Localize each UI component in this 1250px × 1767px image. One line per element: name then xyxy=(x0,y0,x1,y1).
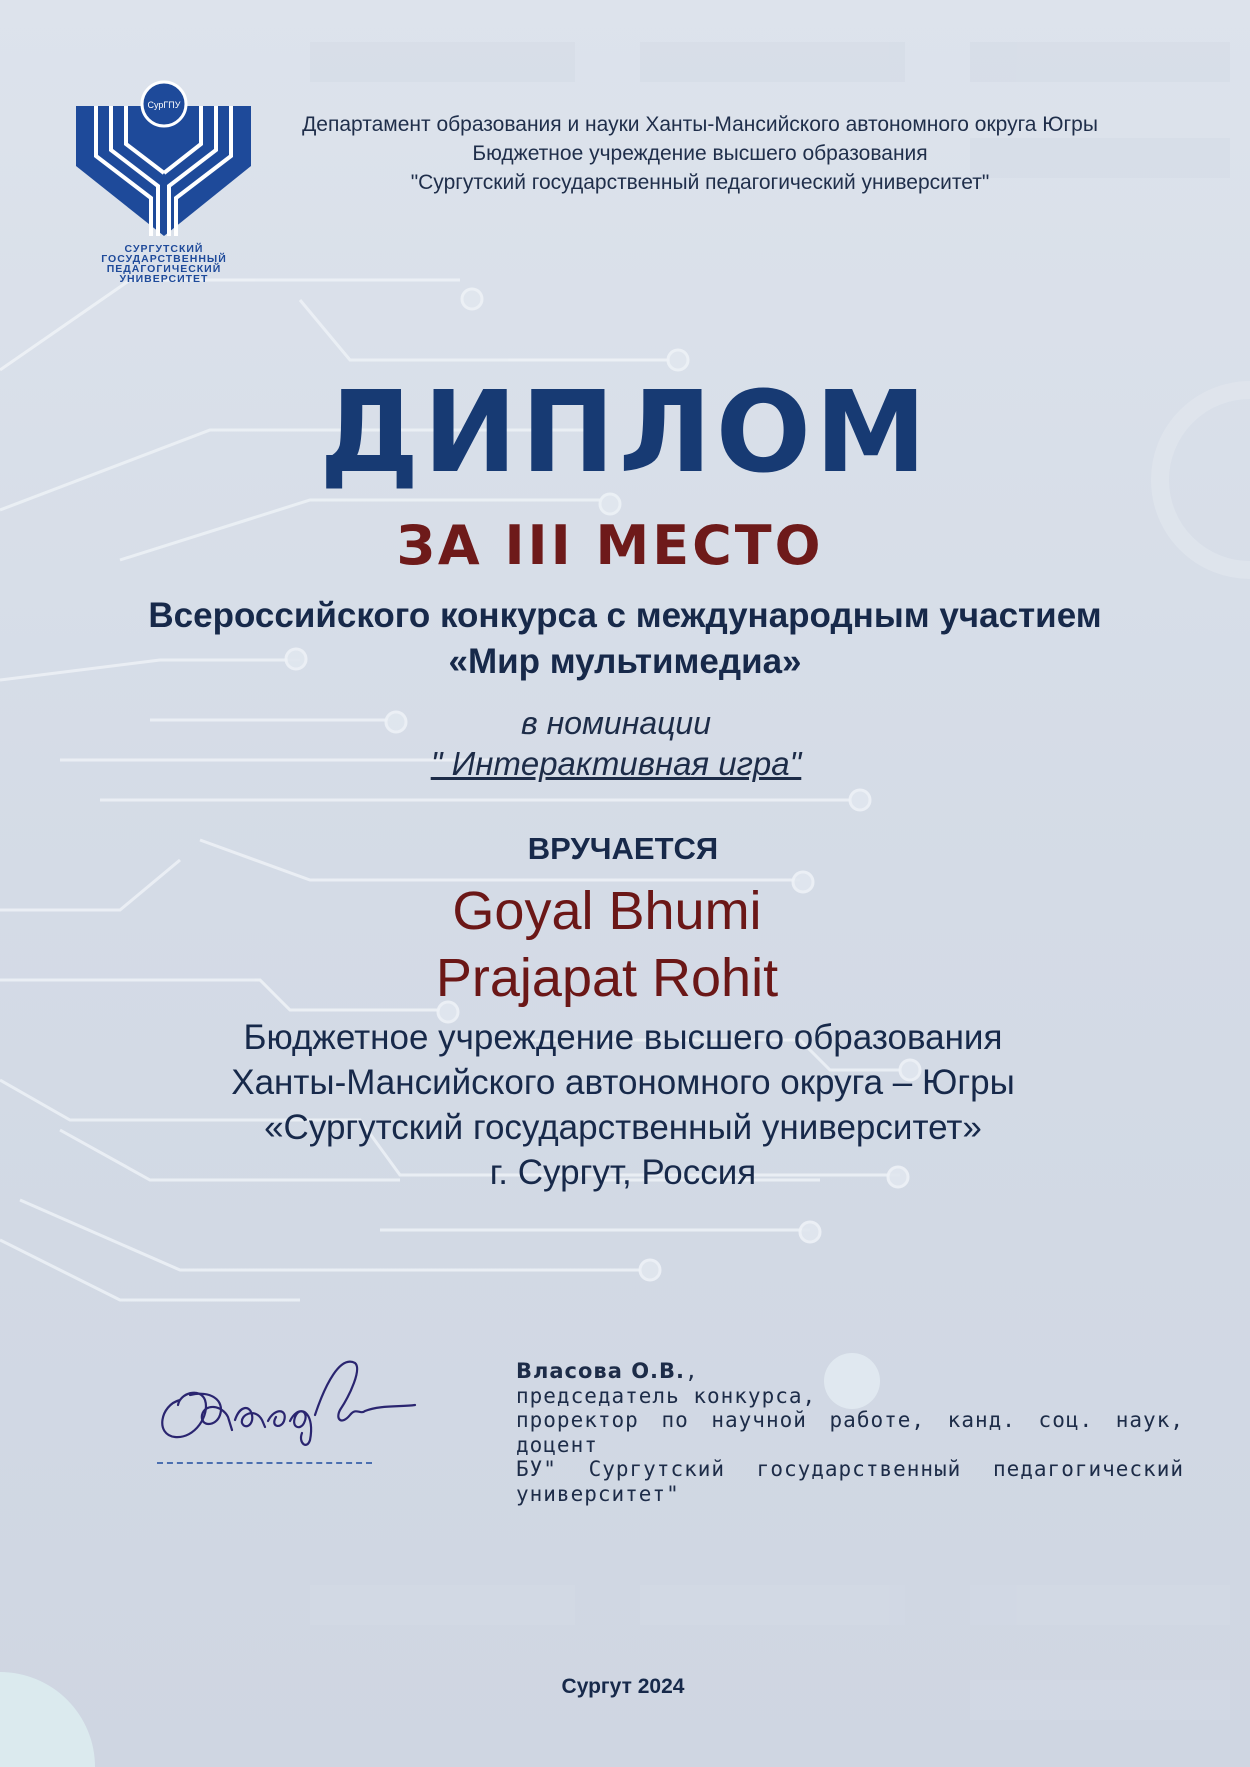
signer-comma: , xyxy=(685,1359,699,1383)
diploma-title: ДИПЛОМ xyxy=(319,368,931,498)
organization-line: Ханты-Мансийского автономного округа – Югры xyxy=(231,1063,1015,1102)
signer-block xyxy=(516,1359,1184,1506)
awarded-label: ВРУЧАЕТСЯ xyxy=(527,831,719,866)
place-label: ЗА III МЕСТО xyxy=(396,514,824,577)
logo-caption-line: ПЕДАГОГИЧЕСКИЙ xyxy=(106,263,222,275)
signature-image xyxy=(150,1345,430,1455)
logo-caption-line: СУРГУТСКИЙ xyxy=(124,243,204,255)
signer-details: проректор по научной работе, канд. соц. наук, доцент xyxy=(516,1408,1184,1457)
signer-organization: БУ" Сургутский государственный педагогический университет" xyxy=(516,1457,1184,1506)
nomination-name: " Интерактивная игра" xyxy=(430,745,802,782)
organization-line: г. Сургут, Россия xyxy=(489,1153,757,1192)
header-line: Бюджетное учреждение высшего образования xyxy=(472,142,928,165)
issuer-header xyxy=(260,110,1140,197)
organization-line: «Сургутский государственный университет» xyxy=(264,1108,982,1147)
contest-line: «Мир мультимедиа» xyxy=(448,642,802,681)
footer-place-year: Сургут 2024 xyxy=(561,1675,685,1698)
signer-name: Власова О.В. xyxy=(516,1359,686,1383)
university-logo xyxy=(76,76,251,291)
logo-badge-text: СурГПУ xyxy=(147,100,181,110)
logo-caption-line: УНИВЕРСИТЕТ xyxy=(119,273,209,285)
contest-line: Всероссийского конкурса с международным участием xyxy=(148,596,1102,635)
recipient-name: Prajapat Rohit xyxy=(435,948,779,1008)
nomination-prefix: в номинации xyxy=(520,705,712,741)
contest-name xyxy=(0,593,1250,685)
signature-line xyxy=(157,1462,372,1464)
recipient-organization xyxy=(0,1015,1246,1195)
recipient-name: Goyal Bhumi xyxy=(452,881,762,941)
recipients xyxy=(0,878,1214,1012)
header-line: "Сургутский государственный педагогический университет" xyxy=(410,171,990,194)
header-line: Департамент образования и науки Ханты-Мансийского автономного округа Югры xyxy=(302,113,1098,136)
organization-line: Бюджетное учреждение высшего образования xyxy=(243,1018,1003,1057)
logo-caption-line: ГОСУДАРСТВЕННЫЙ xyxy=(101,253,227,265)
signer-position: председатель конкурса, xyxy=(516,1383,817,1408)
